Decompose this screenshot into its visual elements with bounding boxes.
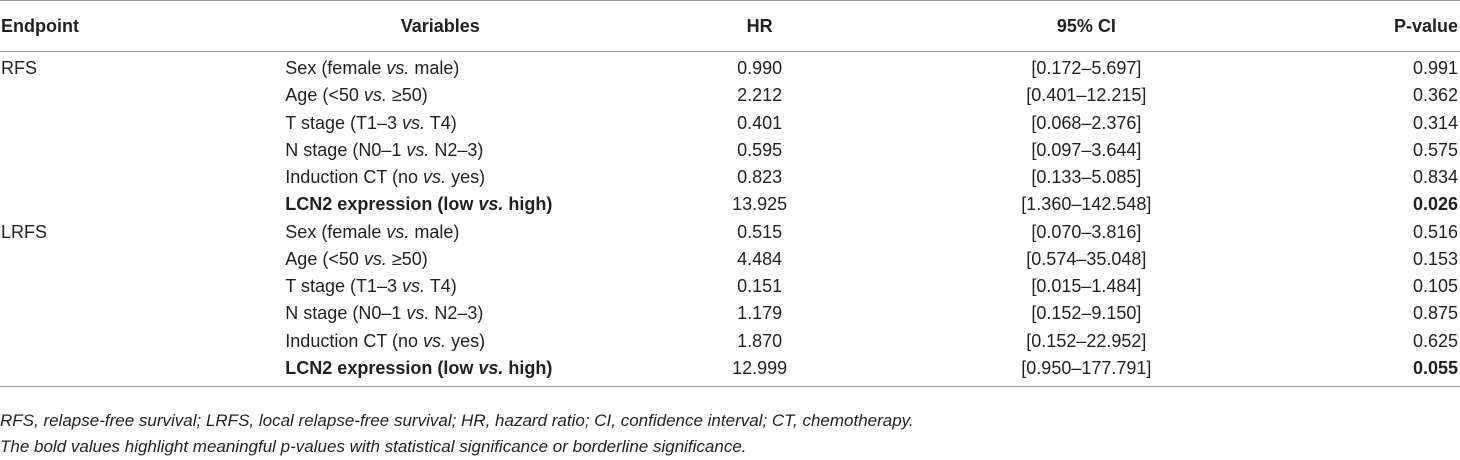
header-hr: HR	[595, 1, 924, 52]
table-row	[0, 164, 1460, 191]
variable-vs: vs.	[386, 58, 410, 79]
cell-endpoint	[0, 164, 285, 191]
cell-pvalue: 0.314	[1412, 112, 1458, 133]
variable-label: N stage (N0–1	[285, 303, 407, 324]
variable-vs: vs.	[478, 194, 504, 215]
variable-label: LCN2 expression (low	[285, 357, 479, 378]
cell-hr: 0.401	[737, 112, 783, 133]
variable-label: T stage (T1–3	[285, 276, 403, 297]
cell-hr: 12.999	[595, 355, 924, 387]
cell-pvalue: 0.026	[1412, 194, 1458, 215]
header-ci: 95% CI	[924, 1, 1248, 52]
cell-hr: 2.212	[737, 85, 783, 106]
variable-comparator: high)	[503, 194, 553, 215]
variable-label: Age (<50	[285, 248, 364, 269]
cell-ci: [0.068–2.376]	[1031, 112, 1142, 133]
cell-pvalue: 0.055	[1249, 355, 1460, 387]
cell-endpoint	[0, 273, 285, 300]
cell-hr: 0.823	[737, 167, 783, 188]
variable-comparator: male)	[409, 221, 460, 242]
variable-comparator: N2–3)	[429, 139, 484, 160]
variable-vs: vs.	[402, 112, 426, 133]
cell-endpoint	[0, 191, 285, 218]
cell-endpoint: LRFS	[1, 221, 48, 242]
cell-pvalue: 0.516	[1412, 221, 1458, 242]
cell-hr: 1.179	[737, 303, 783, 324]
cell-ci: [0.574–35.048]	[1026, 248, 1147, 269]
cell-ci: [0.097–3.644]	[1031, 139, 1142, 160]
variable-comparator: T4)	[425, 276, 457, 297]
variable-vs: vs.	[406, 303, 430, 324]
cell-endpoint	[0, 355, 285, 387]
header-endpoint: Endpoint	[0, 1, 285, 52]
cell-hr: 0.990	[737, 58, 783, 79]
variable-vs: vs.	[406, 139, 430, 160]
variable-label: Sex (female	[285, 221, 387, 242]
variable-label: Induction CT (no	[285, 330, 424, 351]
cell-endpoint	[0, 328, 285, 355]
table-row	[0, 355, 1460, 387]
table-footnotes	[0, 408, 914, 460]
variable-label: LCN2 expression (low	[285, 194, 479, 215]
variable-comparator: T4)	[425, 112, 457, 133]
variable-comparator: ≥50)	[386, 85, 428, 106]
variable-label: N stage (N0–1	[285, 139, 407, 160]
cell-pvalue: 0.625	[1412, 330, 1458, 351]
cell-variable	[285, 219, 595, 246]
cell-variable	[285, 355, 595, 387]
variable-comparator: ≥50)	[386, 248, 428, 269]
cell-endpoint	[0, 246, 285, 273]
cell-variable	[285, 191, 595, 218]
cell-variable	[285, 164, 595, 191]
cell-ci: [0.070–3.816]	[1031, 221, 1142, 242]
variable-label: Induction CT (no	[285, 167, 424, 188]
cell-hr: 0.151	[737, 276, 783, 297]
cell-variable	[285, 300, 595, 327]
table-header	[0, 1, 1460, 52]
cell-endpoint: RFS	[1, 58, 37, 79]
variable-vs: vs.	[363, 248, 387, 269]
variable-comparator: high)	[503, 357, 553, 378]
variable-comparator: N2–3)	[429, 303, 484, 324]
cell-endpoint	[0, 300, 285, 327]
cell-variable	[285, 82, 595, 109]
table-row	[0, 246, 1460, 273]
table-row	[0, 273, 1460, 300]
table-row	[0, 52, 1460, 83]
cell-pvalue: 0.105	[1412, 276, 1458, 297]
cell-ci: [0.152–9.150]	[1031, 303, 1142, 324]
variable-vs: vs.	[478, 357, 504, 378]
table-row	[0, 219, 1460, 246]
cell-variable	[285, 110, 595, 137]
header-row	[0, 1, 1460, 52]
cell-ci: [0.152–22.952]	[1026, 330, 1147, 351]
cell-hr: 0.595	[737, 139, 783, 160]
variable-vs: vs.	[423, 167, 447, 188]
cell-variable	[285, 52, 595, 83]
table-row	[0, 300, 1460, 327]
cell-variable	[285, 273, 595, 300]
cell-ci: [0.172–5.697]	[1031, 58, 1142, 79]
footnote-bold-note: The bold values highlight meaningful p-values with statistical significance or borderline significance.	[0, 437, 747, 456]
variable-label: Sex (female	[285, 58, 387, 79]
cell-ci: [0.401–12.215]	[1026, 85, 1147, 106]
cell-pvalue: 0.153	[1412, 248, 1458, 269]
variable-vs: vs.	[386, 221, 410, 242]
cell-hr: 1.870	[737, 330, 783, 351]
header-variables: Variables	[285, 1, 595, 52]
variable-label: Age (<50	[285, 85, 364, 106]
cell-endpoint	[0, 110, 285, 137]
variable-vs: vs.	[363, 85, 387, 106]
cell-endpoint	[0, 137, 285, 164]
cell-ci: [0.950–177.791]	[924, 355, 1248, 387]
cell-variable	[285, 328, 595, 355]
header-pvalue: P-value	[1249, 1, 1460, 52]
variable-comparator: male)	[409, 58, 460, 79]
table-body	[0, 52, 1460, 387]
variable-vs: vs.	[423, 330, 447, 351]
variable-comparator: yes)	[446, 330, 486, 351]
table-row	[0, 191, 1460, 218]
cell-hr: 13.925	[732, 194, 788, 215]
footnote-abbreviations: RFS, relapse-free survival; LRFS, local relapse-free survival; HR, hazard ratio; CI, confidence interval; CT, chemotherapy.	[0, 411, 914, 430]
variable-comparator: yes)	[446, 167, 486, 188]
cell-endpoint	[0, 82, 285, 109]
table-row	[0, 328, 1460, 355]
cell-ci: [0.133–5.085]	[1031, 167, 1142, 188]
cell-pvalue: 0.362	[1412, 85, 1458, 106]
cell-ci: [1.360–142.548]	[1021, 194, 1152, 215]
table-row	[0, 82, 1460, 109]
cell-ci: [0.015–1.484]	[1031, 276, 1142, 297]
cell-pvalue: 0.575	[1412, 139, 1458, 160]
cell-pvalue: 0.875	[1412, 303, 1458, 324]
cell-variable	[285, 137, 595, 164]
cell-hr: 4.484	[737, 248, 783, 269]
cell-pvalue: 0.834	[1412, 167, 1458, 188]
variable-vs: vs.	[402, 276, 426, 297]
cell-variable	[285, 246, 595, 273]
table-row	[0, 137, 1460, 164]
variable-label: T stage (T1–3	[285, 112, 403, 133]
cell-hr: 0.515	[737, 221, 783, 242]
table-row	[0, 110, 1460, 137]
cell-pvalue: 0.991	[1412, 58, 1458, 79]
